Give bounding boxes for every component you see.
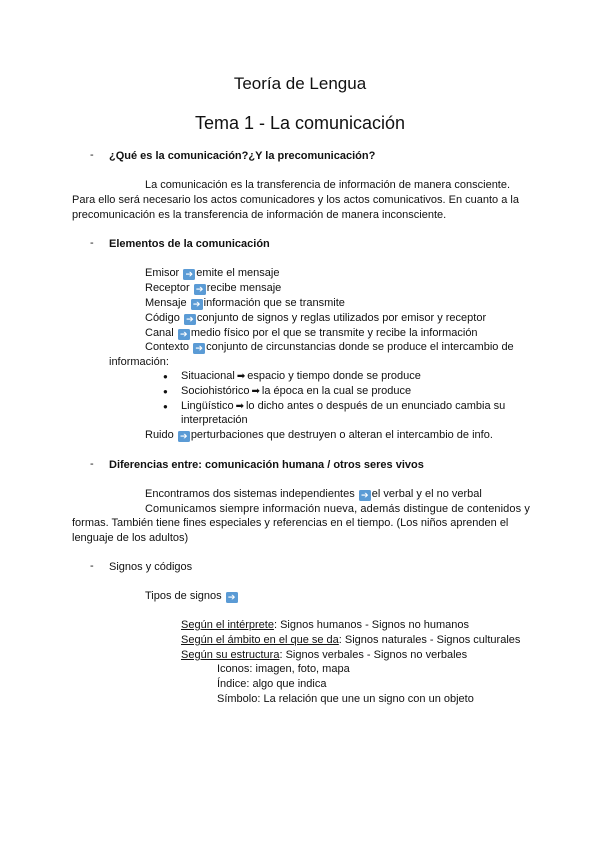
- paragraph-line: La comunicación es la transferencia de información de manera consciente.: [145, 179, 511, 191]
- label: Según su estructura: [181, 649, 280, 661]
- term: Contexto: [145, 341, 190, 353]
- definition: recibe mensaje: [206, 282, 282, 294]
- definition: medio físico por el que se transmite y recibe la información: [190, 327, 478, 339]
- sub-item: Índice: algo que indica: [217, 678, 327, 690]
- text: el verbal y el no verbal: [371, 488, 482, 500]
- list-dash: -: [90, 458, 94, 470]
- element-mensaje: [145, 296, 345, 311]
- text: Tipos de signos: [145, 590, 222, 602]
- label: Según el ámbito en el que se da: [181, 634, 339, 646]
- bullet-icon: ●: [163, 402, 168, 411]
- arrow-right-icon: ➔: [184, 314, 196, 325]
- arrow-right-icon: ➔: [183, 269, 195, 280]
- definition: información que se transmite: [203, 297, 345, 309]
- sign-type-ambito: [181, 633, 520, 648]
- definition: espacio y tiempo donde se produce: [247, 370, 421, 382]
- section-heading: Signos y códigos: [109, 561, 193, 573]
- arrow-right-icon: ➔: [178, 329, 190, 340]
- term: Sociohistórico: [181, 385, 250, 397]
- element-codigo: [145, 311, 486, 326]
- document-title: Teoría de Lengua: [233, 74, 367, 93]
- context-situacional: [181, 369, 421, 384]
- section-heading: ¿Qué es la comunicación?¿Y la precomunicación?: [109, 150, 376, 162]
- paragraph-line: lenguaje de los adultos): [72, 532, 189, 544]
- context-linguistico: [181, 399, 505, 414]
- sub-item: Símbolo: La relación que une un signo con un objeto: [217, 693, 474, 705]
- list-dash: -: [90, 149, 94, 161]
- definition: emite el mensaje: [196, 267, 280, 279]
- tipos-de-signos: [145, 589, 239, 604]
- paragraph-line: [145, 487, 482, 502]
- term: Ruido: [145, 429, 174, 441]
- section-heading: Elementos de la comunicación: [109, 238, 270, 250]
- term: Situacional: [181, 370, 235, 382]
- paragraph-line: Comunicamos siempre información nueva, además distingue de contenidos y: [145, 503, 530, 515]
- document-subtitle: Tema 1 - La comunicación: [194, 113, 406, 133]
- definition-continuation: información:: [109, 356, 169, 368]
- paragraph-line: Para ello será necesario los actos comunicadores y los actos comunicativos. En cuanto a la: [72, 194, 519, 206]
- element-canal: [145, 326, 478, 341]
- paragraph-line: formas. También tiene fines especiales y referencias en el tiempo. (Los niños aprenden el: [72, 517, 509, 529]
- arrow-right-icon: ➔: [193, 343, 205, 354]
- sub-item: Iconos: imagen, foto, mapa: [217, 663, 350, 675]
- term: Mensaje: [145, 297, 187, 309]
- element-ruido: [145, 428, 493, 443]
- definition: perturbaciones que destruyen o alteran el intercambio de info.: [190, 429, 493, 441]
- term: Canal: [145, 327, 174, 339]
- bullet-icon: ●: [163, 372, 168, 381]
- arrow-right-icon: ➡: [235, 401, 244, 412]
- term: Código: [145, 312, 180, 324]
- arrow-right-icon: ➔: [359, 490, 371, 501]
- element-receptor: [145, 281, 281, 296]
- bullet-icon: ●: [163, 387, 168, 396]
- text: Encontramos dos sistemas independientes: [145, 488, 355, 500]
- definition: conjunto de signos y reglas utilizados por emisor y receptor: [196, 312, 487, 324]
- list-dash: -: [90, 237, 94, 249]
- arrow-right-icon: ➡: [236, 371, 246, 382]
- sign-type-interprete: [181, 618, 469, 633]
- context-sociohistorico: [181, 384, 411, 399]
- list-dash: -: [90, 560, 94, 572]
- sign-type-estructura: [181, 648, 467, 663]
- paragraph-line: precomunicación es la transferencia de información de manera inconsciente.: [72, 209, 447, 221]
- arrow-right-icon: ➔: [226, 592, 238, 603]
- element-emisor: [145, 266, 279, 281]
- element-contexto: [145, 340, 514, 355]
- section-heading: Diferencias entre: comunicación humana / otros seres vivos: [109, 459, 424, 471]
- definition: conjunto de circunstancias donde se produce el intercambio de: [206, 341, 514, 353]
- value: : Signos naturales - Signos culturales: [338, 634, 521, 646]
- arrow-right-icon: ➔: [178, 431, 190, 442]
- arrow-right-icon: ➔: [194, 284, 206, 295]
- definition-continuation: interpretación: [181, 414, 248, 426]
- definition: la época en la cual se produce: [261, 385, 412, 397]
- term: Receptor: [145, 282, 190, 294]
- arrow-right-icon: ➡: [251, 386, 260, 397]
- arrow-right-icon: ➔: [191, 299, 203, 310]
- term: Lingüístico: [181, 400, 234, 412]
- label: Según el intérprete: [181, 619, 274, 631]
- value: : Signos humanos - Signos no humanos: [273, 619, 470, 631]
- value: : Signos verbales - Signos no verbales: [279, 649, 468, 661]
- definition: lo dicho antes o después de un enunciado cambia su: [245, 400, 506, 412]
- term: Emisor: [145, 267, 180, 279]
